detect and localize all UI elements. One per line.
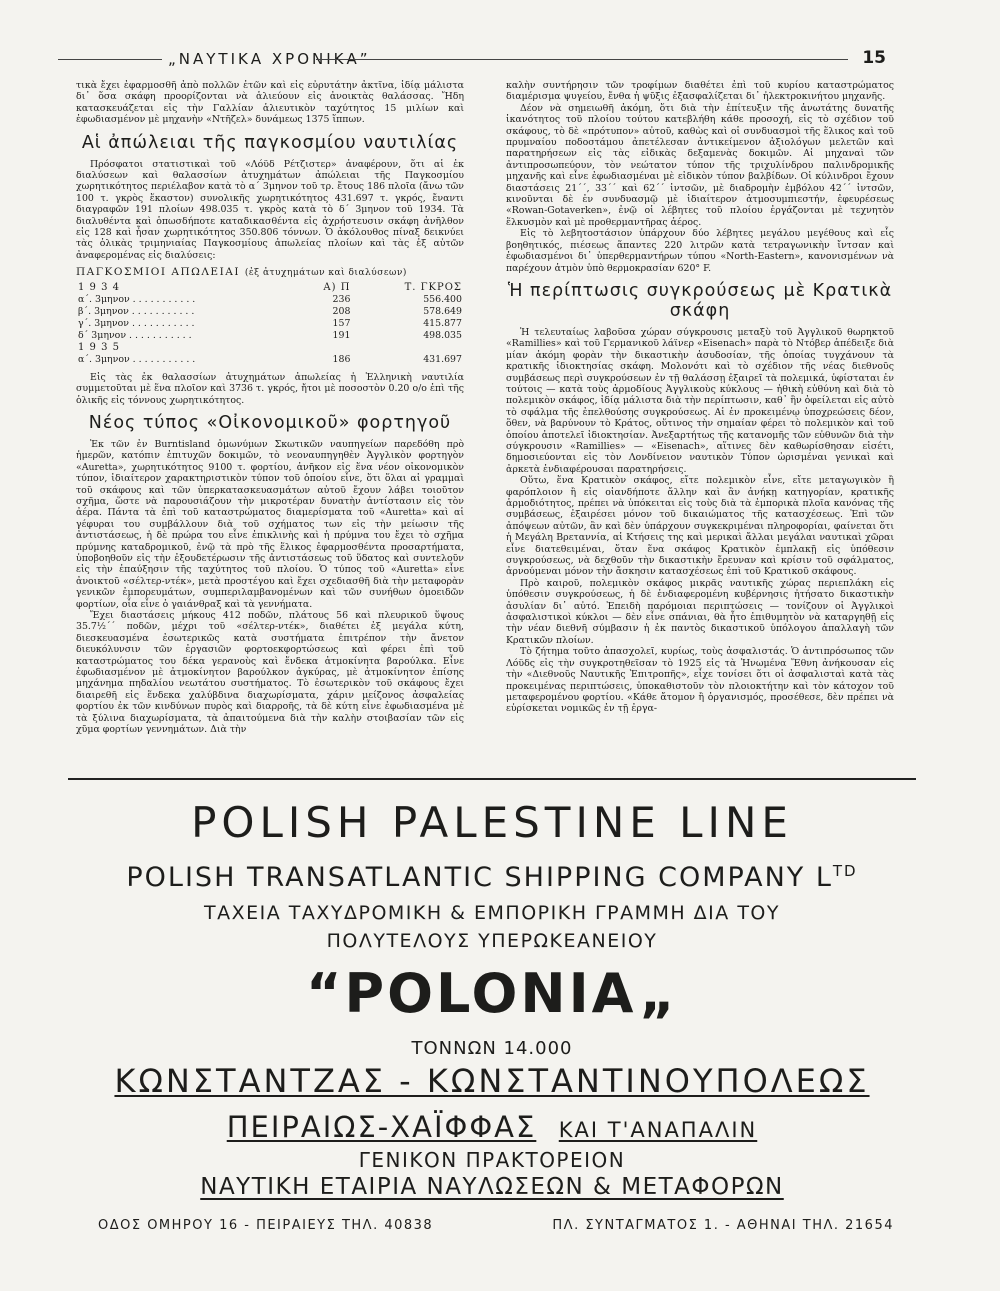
table-title-main: ΠΑΓΚΟΣΜΙΟΙ ΑΠΩΛΕΙΑΙ [76,266,240,279]
paragraph: Ἡ τελευταίως λαβοῦσα χώραν σύγκρουσις μεταξὺ τοῦ Ἀγγλικοῦ θωρηκτοῦ «Ramillies» καὶ τοῦ Γερμανικοῦ λάϊνερ «Eisenach» παρὰ τὸ Ντόβερ ἀπέδειξε διὰ μίαν ἀκόμη φορὰν τὴν δικαστικὴν ἀσυδοσίαν, τῆς ὁποίας τυγχάνουν τὰ κρατικῆς ἰδιοκτησίας σκάφη. Μολονότι καὶ τὸ σχέδιον τῆς νέας διεθνοῦς συμβάσεως περὶ συγκρούσεων ἐν τῇ θαλάσσῃ ἐξαιρεῖ τὰ πολεμικά, ὑφίσταται ἐν τούτοις — κατὰ τοὺς ἁρμοδίους Ἀγγλικοὺς κύκλους — ἠθικὴ εὐθύνη καὶ διὰ τὸ πολεμικὸν σκάφος, ἰδίᾳ μάλιστα διὰ τὴν περίπτωσιν, καθ᾽ ἣν ὀφείλεται εἰς αὐτὸ τὸ σφάλμα τῆς ἐπελθούσης συγκρούσεως. Αἱ ἐν προκειμένῳ ὑποχρεώσεις δέον, ὅθεν, νὰ βαρύνουν τὸ Κράτος, οὕτινος τὴν σημαίαν φέρει τὸ πολεμικὸν καὶ τοῦ ὁποίου ἀποτελεῖ ἰδιοκτησίαν. Ἀνεξαρτήτως τῆς κατανομῆς τῶν εὐθυνῶν διὰ τὴν σύγκρουσιν «Ramillies» — «Eisenach», αἵτινες δὲν καθωρίσθησαν εἰσέτι, δημοσιεύονται εἰς τὸν Λονδίνειον ναυτικὸν Τύπον ὡρισμέναι γενικαὶ καὶ ἀρκετὰ ἐνδιαφέρουσαι παρατηρήσεις. [506,326,894,475]
table-cell-tons: 578.649 [423,305,462,317]
table-cell-ships: 191 [332,329,351,341]
paragraph: Ἔχει διαστάσεις μήκους 412 ποδῶν, πλάτους 56 καὶ πλευρικοῦ ὕψους 35.7½΄΄ ποδῶν, μέχρι τοῦ «σέλτερ-ντέκ», διαθέτει ἐξ μεγάλα κύτη, διεσκευασμένα ἐσωτερικῶς κατὰ συστήματα ἐπιτρέπον τὴν ἄνετον διευκόλυνσιν τῶν ἐργασιῶν φορτοεκφορτώσεως καὶ φέρει ἐπὶ τοῦ καταστρώματος του δέκα γερανοὺς καὶ ἕνδεκα ἀτμοκίνητα βαρούλκα. Εἶνε ἐφωδιασμένον μὲ ἀτμοκίνητον βαρούλκον ἀγκύρας, μὲ ἀτμοκίνητον ἐπίσης μηχάνημα πηδαλίου νεωτάτου συστήματος. Τὸ ἐσωτερικὸν τοῦ σκάφους ἔχει διαιρεθῆ εἰς ἕνδεκα χαλύβδινα διαχωρίσματα, χάριν μείζονος ἀσφαλείας φορτίου ἐκ τῶν κινδύνων πυρὸς καὶ διαρροῆς, τὰ δὲ κύτη εἶνε ἐφωδιασμένα μὲ τὰ ξύλινα διαχωρίσματα, τὰ ἀπαιτούμενα διὰ τὴν καλὴν στοιβασίαν τῶν εἰς χῦμα φορτίων γεννημάτων. Διὰ τὴν [76,610,464,736]
page-number: 15 [862,48,886,68]
paragraph: Εἰς τὰς ἐκ θαλασσίων ἀτυχημάτων ἀπωλείας ἡ Ἑλληνικὴ ναυτιλία συμμετοῦται μὲ ἕνα πλοῖον καὶ 3736 τ. γκρός, ἤτοι μὲ ποσοστὸν 0.20 ο/ο ἐπὶ τῆς ὁλικῆς εἰς τόννους χωρητικότητος. [76,371,464,406]
paragraph: Τὸ ζήτημα τοῦτο ἀπασχολεῖ, κυρίως, τοὺς ἀσφαλιστάς. Ὁ ἀντιπρόσωπος τῶν Λόϋδς εἰς τὴν συγκροτηθεῖσαν τὸ 1925 εἰς τὰ Ἡνωμένα Ἔθνη ἀνήκουσαν εἰς τὴν «Διεθνοῦς Ναυτικῆς Ἐπιτροπῆς», εἶχε τονίσει ὅτι οἱ ἀσφαλισταὶ κατὰ τὰς προκειμένας περιπτώσεις, ὑποκαθιστοῦν τὸν πλοιοκτήτην καὶ τὸν κάτοχον τοῦ μεταφερομένου φορτίου. «Κάθε ἄτομον ἢ ὀργανισμός, προσέθεσε, δὲν πρέπει νὰ εὑρίσκεται νομικῶς ἐν τῇ ἐργα- [506,646,894,715]
table-row [76,330,464,342]
table-cell-ships: 186 [332,353,351,365]
table-cell-ships: 208 [332,305,351,317]
table-row [76,318,464,330]
running-head [58,48,890,72]
table-row [76,354,464,366]
paragraph: Δέον νὰ σημειωθῆ ἀκόμη, ὅτι διὰ τὴν ἐπίτευξιν τῆς ἀνωτάτης δυνατῆς ἱκανότητος τοῦ πλοίου τούτου κατεβλήθη κάθε προσοχή, εἰς τὸ σχέδιον τοῦ σκάφους, τὸ δὲ «πρότυπον» αὐτοῦ, καθὼς καὶ οἱ συνδυασμοὶ τῆς ἕλικος καὶ τοῦ πρυμναίου ποδοστάμου ἀπετέλεσαν ἀντικείμενον ἀξιολόγων μελετῶν καὶ παρατηρήσεων εἰς τὰς εἰδικὰς δεξαμενὰς δοκιμῶν. Αἱ μηχαναὶ τῶν ἀντιπροσωπεύουν, τὸν νεώτατον τύπον τῆς τριχυλίνδρου παλινδρομικῆς μηχανῆς καὶ εἶνε ἐφωδιασμέναι μὲ εἰδικὸν τύπον βαλβίδων. Οἱ κύλινδροι ἔχουν διαστάσεις 21΄΄, 33΄΄ καὶ 62΄΄ ἰντσῶν, μὲ διαδρομὴν ἐμβόλου 42΄΄ ἰντσῶν, κινοῦνται δὲ ἐν συνδυασμῷ μὲ ἰδιαίτερον ἀτμοσυμπιεστήν, ἐφευρέσεως «Rowan-Gotaverken», ἐνῷ οἱ λέβητες τοῦ πλοίου ἐργάζονται μὲ τεχνητὸν ἕλκυσμὸν καὶ μὲ προθερμαντῆρας ἀέρος. [506,102,894,228]
ad-route-constanta-istanbul: ΚΩΝΣΤΑΝΤΖΑΣ - ΚΩΝΣΤΑΝΤΙΝΟΥΠΟΛΕΩΣ [114,1062,870,1100]
table-year-row [76,342,464,354]
table-cell-ships: 236 [332,293,351,305]
ad-ship-name: “POLONIA„ [306,962,678,1025]
section-heading-collision: Ἡ περίπτωσις συγκρούσεως μὲ Κρατικὰ σκάφη [507,280,893,321]
paragraph: καλὴν συντήρησιν τῶν τροφίμων διαθέτει ἐπὶ τοῦ κυρίου καταστρώματος διαμέρισμα ψυγείου, ἔνθα ἡ ψῦξις ἐξασφαλίζεται δι᾽ ἠλεκτροκινήτου μηχανῆς. [506,80,894,103]
table-row [76,306,464,318]
ad-company-subtitle: POLISH TRANSATLANTIC SHIPPING COMPANY $L^{TD}$ [126,862,858,893]
ad-route-piraeus-haifa [68,1110,916,1144]
section-heading-freighter: Νέος τύπος «Οἰκονομικοῦ» φορτηγοῦ [88,412,452,433]
table-cell-tons: 556.400 [423,293,462,305]
paragraph: Πρόσφατοι στατιστικαὶ τοῦ «Λόϋδ Ρέτζιστερ» ἀναφέρουν, ὅτι αἱ ἐκ διαλύσεων καὶ θαλασσίων ἀτυχημάτων ἀπώλειαι τῆς Παγκοσμίου χωρητικότητος περιέλαβον κατὰ τὸ α΄ 3μηνον τοῦ τρ. ἔτους 186 πλοῖα (ἄνω τῶν 100 τ. γκρὸς ἕκαστον) συνολικῆς χωρητικότητος 431.697 τ. γκρός, ἔναντι διαγραφῶν 191 πλοίων 498.035 τ. γκρὸς κατὰ τὸ δ΄ 3μηνον τοῦ 1934. Τὰ διαλυθέντα καὶ ὁπωσδήποτε καταδικασθέντα εἰς ἀχρήστευσιν σκάφη ἀνῆλθον εἰς 128 καὶ ἦσαν χωρητικότητος 350.806 τόννων. Ὁ ἀκόλουθος πίναξ δεικνύει τὰς ὁλικὰς τριμηνιαίας Παγκοσμίους ἀπωλείας πλοίων καὶ τὰς ἐξ αὐτῶν ἀναφερομένας εἰς διαλύσεις: [76,158,464,261]
table-col-header: Α) Π [323,281,351,293]
table-year: 1 9 3 4 [78,281,120,293]
losses-table [76,282,464,366]
ad-agency-title: ΓΕΝΙΚΟΝ ΠΡΑΚΤΟΡΕΙΟΝ [358,1148,626,1172]
paragraph: τικὰ ἔχει ἐφαρμοσθῆ ἀπὸ πολλῶν ἐτῶν καὶ εἰς εὐρυτάτην ἀκτῖνα, ἰδίᾳ μάλιστα δι᾽ ὅσα σκάφη προορίζονται νὰ ἁλιεύουν εἰς ἀνοικτὰς θαλάσσας. Ἤδη κατασκευάζεται εἰς τὴν Γαλλίαν ἁλιευτικὸν ταχύτητος 15 μιλίων καὶ ἐφωδιασμένον μὲ μηχανὴν «Ντῆζελ» δυνάμεως 1375 ἵππων. [76,80,464,126]
table-year: 1 9 3 5 [78,341,120,353]
table-col-header: Τ. ΓΚΡΟΣ [404,281,462,293]
ad-route2-main: ΠΕΙΡΑΙΩΣ-ΧΑΪΦΦΑΣ [226,1110,537,1144]
table-cell-label: β΄. 3μηνον . . . . . . . . . . . [78,305,195,317]
ad-route2-suffix: ΚΑΙ Τ'ΑΝΑΠΑΛΙΝ [558,1118,758,1142]
ad-company-name: POLISH PALESTINE LINE [191,798,793,847]
left-column [76,80,464,735]
table-row [76,294,464,306]
header-rule-right [316,59,848,60]
paragraph: Πρὸ καιροῦ, πολεμικὸν σκάφος μικρᾶς ναυτικῆς χώρας περιεπλάκη εἰς ὑπόθεσιν συγκρούσεως, ἡ δὲ ἐνδιαφερομένη κυβέρνησις ἠτήσατο δικαστικὴν ἀσυλίαν δι᾽ αὐτό. Ἐπειδὴ παρόμοιαι περιπτώσεις — τονίζουν οἱ Ἀγγλικοὶ ἀσφαλιστικοὶ κύκλοι — δὲν εἶνε σπάνιαι, θὰ ἦτο ἐπιθυμητὸν νὰ καταργηθῇ εἰς τὴν νέαν διεθνῆ σύμβασιν ἡ ἐκ παντὸς δικαστικοῦ ὑπόλογου ἀπαλλαγὴ τῶν Κρατικῶν πλοίων. [506,577,894,646]
ad-tonnage: ΤΟΝΝΩΝ 14.000 [411,1038,573,1059]
table-cell-label: δ΄ 3μηνον . . . . . . . . . . . [78,329,192,341]
paragraph: Εἰς τὸ λεβητοστάσιον ὑπάρχουν δύο λέβητες μεγάλου μεγέθους καὶ εἷς βοηθητικός, πιέσεως ἅπαντες 220 λιτρῶν κατὰ τετραγωνικὴν ἴντσαν καὶ ἐφωδιασμένοι δι᾽ ὑπερθερμαντήρων τύπου «North-Eastern», κανονισμένων νὰ παρέχουν ἀτμὸν ὑπὸ θερμοκρασίαν 620° F. [506,228,894,274]
shipping-line-advertisement [68,778,916,1233]
table-cell-label: α΄. 3μηνον . . . . . . . . . . . [78,293,196,305]
ad-agency-name: ΝΑΥΤΙΚΗ ΕΤΑΙΡΙΑ ΝΑΥΛΩΣΕΩΝ & ΜΕΤΑΦΟΡΩΝ [200,1174,784,1200]
table-header-row [76,282,464,294]
ad-liner-line: ΠΟΛΥΤΕΛΟΥΣ ΥΠΕΡΩΚΕΑΝΕΙΟΥ [326,930,658,952]
section-heading-losses: Αἱ ἀπώλειαι τῆς παγκοσμίου ναυτιλίας [81,132,459,153]
right-column [506,80,894,715]
ad-address-athens: ΠΛ. ΣΥΝΤΑΓΜΑΤΟΣ 1. - ΑΘΗΝΑΙ ΤΗΛ. 21654 [552,1218,894,1233]
journal-title: „ΝΑΥΤΙΚΑ ΧΡΟΝΙΚΑ” [168,50,371,68]
ad-service-line: ΤΑΧΕΙΑ ΤΑΧΥΔΡΟΜΙΚΗ & ΕΜΠΟΡΙΚΗ ΓΡΑΜΜΗ ΔΙΑ ΤΟΥ [204,902,780,924]
ad-ltd-superscript: TD [832,862,858,880]
paragraph: Ἐκ τῶν ἐν Burntisland ὁμωνύμων Σκωτικῶν ναυπηγείων παρεδόθη πρὸ ἡμερῶν, κατόπιν ἐπιτυχῶν δοκιμῶν, τὸ νεοναυπηγηθὲν Ἀγγλικὸν φορτηγὸν «Auretta», χωρητικότητος 9100 τ. φορτίου, ἀνῆκον εἰς ἕνα νέον οἰκονομικὸν τύπον, ἰδιαίτερον χαρακτηριστικὸν τύπον τοῦ ὁποίου εἶνε, ὅτι ὅλαι αἱ γραμμαὶ τοῦ σκάφους καὶ τῶν ὑπερκατασκευασμάτων αὐτοῦ ἔχουν λάβει τοιοῦτον σχῆμα, ὥστε νὰ παρουσιάζουν τὴν μικροτέραν δυνατὴν ἀντίστασιν εἰς τὸν ἀέρα. Πάντα τὰ ἐπὶ τοῦ καταστρώματος διαμερίσματα τοῦ «Auretta» καὶ αἱ γέφυραι του συμβάλλουν διὰ τοῦ σχήματος των εἰς τὴν μείωσιν τῆς ἀντιστάσεως, ἡ δὲ πρώρα του εἶνε ἐπικλινὴς καὶ ἡ πρύμνα του ἔχει τὸ σχῆμα πρύμνης καταδρομικοῦ, ἐνῷ τὰ πρὸ τῆς ἕλικος ἐφαρμοσθέντα προσαρτήματα, ὑποβοηθοῦν εἰς τὴν ἐξουδετέρωσιν τῆς ἀντιστάσεως τοῦ ὕδατος καὶ συντελοῦν εἰς τὴν ἐπαύξησιν τῆς ταχύτητος τοῦ πλοίου. Ὁ τύπος τοῦ «Auretta» εἶνε ἀνοικτοῦ «σέλτερ-ντέκ», μετὰ προστέγου καὶ ἔχει σχεδιασθῆ διὰ τὴν μεταφορὰν γενικῶν ἐμπορευμάτων, συμπεριλαμβανομένων καὶ τῶν συνήθων ὁμοειδῶν φορτίων, οἷα εἶνε ὁ γαιάνθραξ καὶ τὰ γεννήματα. [76,438,464,610]
table-title [76,267,464,279]
paragraph: Οὕτω, ἕνα Κρατικὸν σκάφος, εἴτε πολεμικὸν εἶνε, εἴτε μεταγωγικὸν ἢ φαρόπλοιον ἢ εἰς οἱανδήποτε ἄλλην καὶ ἂν ἀνήκῃ κατηγορίαν, κρατικῆς ἁρμοδιότητος, πρέπει νὰ ὑπόκειται εἰς τοὺς διὰ τὰ ἐμπορικὰ πλοῖα κανόνας τῆς συμβάσεως, ἐξαιρέσει μόνον τοῦ δικαιώματος τῆς κατασχέσεως. Ἐπὶ τῶν ἀπόψεων αὐτῶν, ἂν καὶ δὲν ὑπάρχουν συγκεκριμέναι πληροφορίαι, φαίνεται ὅτι ἡ Μεγάλη Βρεταννία, αἱ Κτήσεις της καὶ μερικαὶ ἄλλαι μεγάλαι ναυτικαὶ χῶραι εἶνε διατεθειμέναι, ὅταν ἕνα σκάφος Κρατικὸν ἐμπλακῇ εἰς ὑπόθεσιν συγκρούσεως, νὰ δεχθοῦν τὴν δικαστικὴν ἔρευναν καὶ κρίσιν τοῦ σφάλματος, ἀρνούμεναι μόνον τὴν ἄσκησιν κατασχέσεως ἐπὶ τοῦ Κρατικοῦ σκάφους. [506,475,894,578]
ad-address-piraeus: ΟΔΟΣ ΟΜΗΡΟΥ 16 - ΠΕΙΡΑΙΕΥΣ ΤΗΛ. 40838 [98,1218,434,1233]
table-title-note: (ἐξ ἀτυχημάτων καὶ διαλύσεων) [244,268,407,279]
table-cell-ships: 157 [332,317,351,329]
table-cell-tons: 415.877 [423,317,462,329]
table-cell-tons: 498.035 [423,329,462,341]
header-rule-left [58,59,162,60]
table-cell-label: γ΄. 3μηνον . . . . . . . . . . . [78,317,195,329]
table-cell-tons: 431.697 [423,353,462,365]
table-cell-label: α΄. 3μηνον . . . . . . . . . . . [78,353,196,365]
